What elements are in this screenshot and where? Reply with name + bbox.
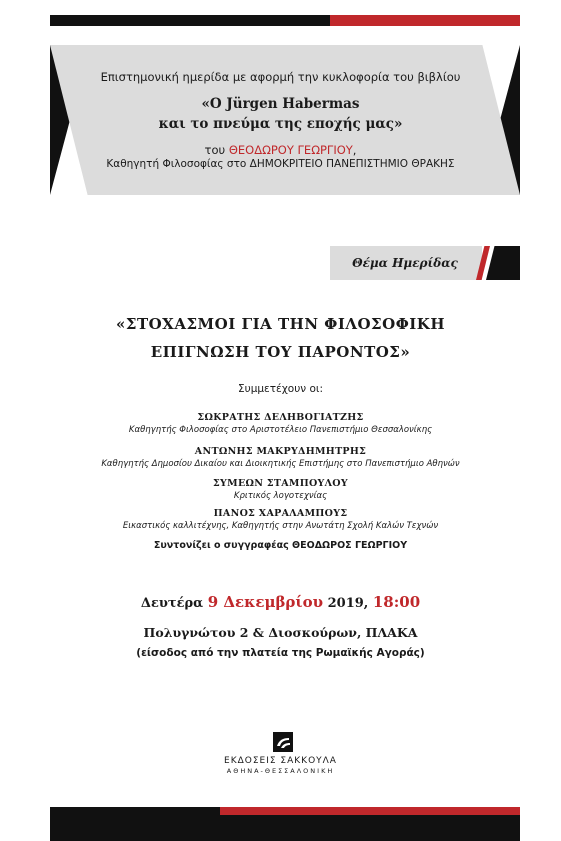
event-time: 18:00 — [372, 593, 421, 611]
author-prefix: του — [204, 143, 229, 157]
bottom-bar-accent — [220, 807, 520, 815]
event-year: 2019, — [323, 596, 373, 611]
main-title-line2: ΕΠΙΓΝΩΣΗ ΤΟΥ ΠΑΡΟΝΤΟΣ» — [150, 343, 411, 361]
publisher-cities: ΑΘΗΝΑ-ΘΕΣΣΑΛΟΝΙΚΗ — [226, 767, 335, 775]
participant-name: ΣΩΚΡΑΤΗΣ ΔΕΛΗΒΟΓΙΑΤΖΗΣ — [197, 412, 364, 423]
event-venue: Πολυγνώτου 2 & Διοσκούρων, ΠΛΑΚΑ — [143, 625, 418, 640]
theme-label: Θέμα Ημερίδας — [352, 256, 458, 270]
top-bar-accent — [330, 15, 520, 26]
book-title-line1: «Ο Jürgen Habermas — [201, 96, 360, 112]
event-date: 9 Δεκεμβρίου — [207, 593, 324, 611]
event-date-line — [0, 593, 561, 611]
participant-name: ΠΑΝΟΣ ΧΑΡΑΛΑΜΠΟΥΣ — [213, 508, 348, 519]
author-role: Καθηγητή Φιλοσοφίας στο ΔΗΜΟΚΡΙΤΕΙΟ ΠΑΝΕΠΙΣΤΗΜΙΟ ΘΡΑΚΗΣ — [106, 158, 455, 170]
participant-name: ΑΝΤΩΝΗΣ ΜΑΚΡΥΔΗΜΗΤΡΗΣ — [194, 446, 367, 457]
intro-text: Επιστημονική ημερίδα με αφορμή την κυκλοφορία του βιβλίου — [100, 70, 461, 84]
publisher-name: ΕΚΔΟΣΕΙΣ ΣΑΚΚΟΥΛΑ — [224, 756, 337, 766]
event-day: Δευτέρα — [140, 596, 208, 611]
author-suffix: , — [352, 143, 357, 157]
event-venue-note: (είσοδος από την πλατεία της Ρωμαϊκής Αγοράς) — [136, 647, 425, 659]
main-title-line1: «ΣΤΟΧΑΣΜΟΙ ΓΙΑ ΤΗΝ ΦΙΛΟΣΟΦΙΚΗ — [115, 315, 446, 333]
participant-role: Καθηγητής Φιλοσοφίας στο Αριστοτέλειο Πανεπιστήμιο Θεσσαλονίκης — [128, 425, 433, 435]
participant-role: Καθηγητής Δημοσίου Δικαίου και Διοικητικής Επιστήμης στο Πανεπιστήμιο Αθηνών — [101, 459, 460, 469]
publisher-logo-icon — [273, 732, 293, 752]
author-name: ΘΕΟΔΩΡΟΥ ΓΕΩΡΓΙΟΥ — [228, 143, 353, 157]
participant-role: Εικαστικός καλλιτέχνης, Καθηγητής στην Ανωτάτη Σχολή Καλών Τεχνών — [122, 521, 439, 531]
theme-banner-end — [486, 246, 520, 280]
book-title-line2: και το πνεύμα της εποχής μας» — [158, 116, 403, 132]
participant-name: ΣΥΜΕΩΝ ΣΤΑΜΠΟΥΛΟΥ — [213, 478, 348, 489]
participant-role: Κριτικός λογοτεχνίας — [233, 491, 328, 501]
author-line — [0, 143, 561, 157]
moderator: Συντονίζει ο συγγραφέας ΘΕΟΔΩΡΟΣ ΓΕΩΡΓΙΟΥ — [153, 540, 408, 551]
participants-heading: Συμμετέχουν οι: — [237, 383, 324, 395]
